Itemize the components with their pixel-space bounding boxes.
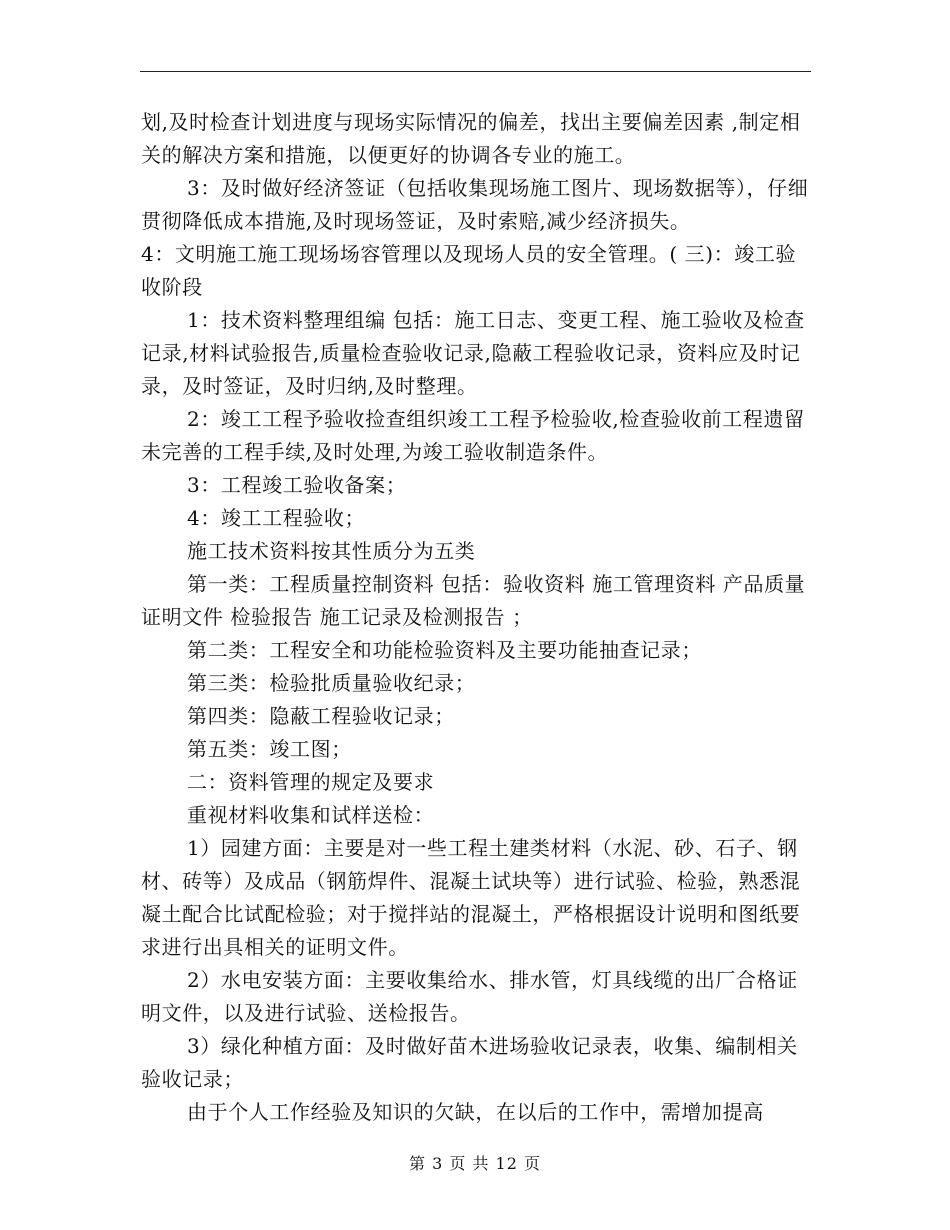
paragraph: 重视材料收集和试样送检： bbox=[187, 803, 435, 827]
paragraph: 第五类：竣工图； bbox=[187, 737, 352, 761]
header-rule bbox=[140, 71, 811, 72]
page-number-footer: 第 3 页 共 12 页 bbox=[409, 1154, 541, 1173]
paragraph: 3：及时做好经济签证（包括收集现场施工图片、现场数据等），仔细贯彻降低成本措施,及时现场签证，及时索赔,减少经济损失。 bbox=[141, 176, 809, 233]
paragraph: 第二类：工程安全和功能检验资料及主要功能抽查记录； bbox=[187, 638, 702, 662]
paragraph: 第三类：检验批质量验收纪录； bbox=[187, 671, 476, 695]
paragraph: 由于个人工作经验及知识的欠缺，在以后的工作中，需增加提高 bbox=[187, 1100, 764, 1124]
paragraph: 2：竣工工程予验收捡查组织竣工工程予检验收,检查验收前工程遗留未完善的工程手续,及时处理,为竣工验收制造条件。 bbox=[141, 407, 805, 464]
paragraph: 2）水电安装方面：主要收集给水、排水管，灯具线缆的出厂合格证明文件，以及进行试验、送检报告。 bbox=[141, 968, 798, 1025]
paragraph: 二：资料管理的规定及要求 bbox=[187, 770, 435, 794]
paragraph: 3：工程竣工验收备案； bbox=[187, 473, 407, 497]
paragraph: 第一类：工程质量控制资料 包括：验收资料 施工管理资料 产品质量证明文件 检验报告 施工记录及检测报告 ； bbox=[141, 572, 806, 629]
paragraph: 3）绿化种植方面：及时做好苗木进场验收记录表，收集、编制相关验收记录； bbox=[141, 1034, 798, 1091]
paragraph: 施工技术资料按其性质分为五类 bbox=[187, 539, 476, 563]
paragraph: 4：文明施工施工现场场容管理以及现场人员的安全管理。( 三)：竣工验收阶段 bbox=[141, 242, 797, 299]
paragraph: 1）园建方面：主要是对一些工程土建类材料（水泥、砂、石子、钢材、砖等）及成品（钢筋焊件、混凝土试块等）进行试验、检验，熟悉混凝土配合比试配检验；对于搅拌站的混凝土，严格根据设计说明和图纸要求进行出具相关的证明文件。 bbox=[141, 836, 801, 959]
paragraph: 4：竣工工程验收； bbox=[187, 506, 366, 530]
paragraph: 划,及时检查计划进度与现场实际情况的偏差，找出主要偏差因素 ,制定相关的解决方案和措施，以便更好的协调各专业的施工。 bbox=[141, 110, 801, 167]
paragraph: 第四类：隐蔽工程验收记录； bbox=[187, 704, 455, 728]
paragraph: 1：技术资料整理组编 包括：施工日志、变更工程、施工验收及检查记录,材料试验报告,质量检查验收记录,隐蔽工程验收记录，资料应及时记录，及时签证，及时归纳,及时整理。 bbox=[141, 308, 805, 398]
document-body bbox=[141, 106, 809, 1129]
